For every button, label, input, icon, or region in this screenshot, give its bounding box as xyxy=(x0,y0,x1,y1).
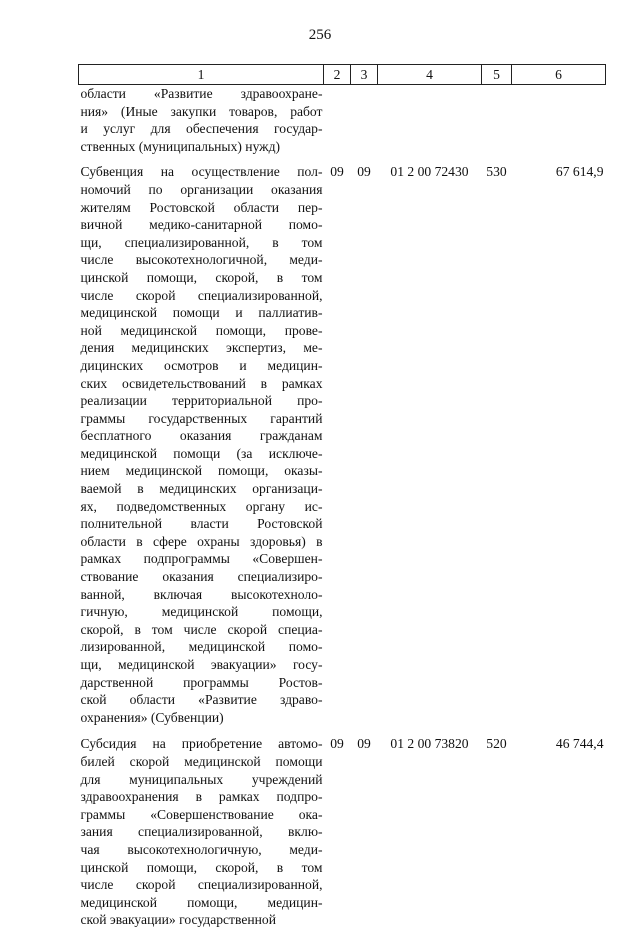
description-line: Субсидия на приобретение автомо- xyxy=(80,736,323,752)
expense-type-cell: 530 xyxy=(486,164,507,180)
description-line: ствование оказания специализиро- xyxy=(80,569,323,585)
description-line: ской области «Развитие здраво- xyxy=(80,692,323,708)
target-article-cell: 01 2 00 72430 xyxy=(390,164,469,180)
description-line: числе скорой специализированной, xyxy=(80,877,323,893)
description-line: вичной медико-санитарной помо- xyxy=(80,217,323,233)
section-code-cell: 09 xyxy=(330,164,344,180)
description-line: бесплатного оказания гражданам xyxy=(80,428,323,444)
row-description xyxy=(79,735,324,938)
expense-type-cell: 520 xyxy=(486,736,507,752)
target-article-cell: 01 2 00 73820 xyxy=(390,736,469,752)
budget-table xyxy=(78,64,606,938)
table-row xyxy=(79,85,606,164)
column-header: 5 xyxy=(482,65,512,85)
description-line: области в сфере охраны здоровья) в xyxy=(80,533,323,549)
amount-cell: 67 614,9 xyxy=(555,164,604,180)
column-header: 3 xyxy=(351,65,378,85)
description-line: Субвенция на осуществление пол- xyxy=(80,164,323,180)
description-line: граммы «Совершенствование ока- xyxy=(80,806,323,822)
description-line: граммы государственных гарантий xyxy=(80,410,323,426)
description-line: ваемой в медицинских организаци- xyxy=(80,481,323,497)
description-line: реализации территориальной про- xyxy=(80,393,323,409)
column-header: 6 xyxy=(512,65,606,85)
description-line: гичную, медицинской помощи, xyxy=(80,604,323,620)
section-code-cell xyxy=(324,85,351,164)
description-line: дицинских осмотров и медицин- xyxy=(80,357,323,373)
description-line: охранения» (Субвенции) xyxy=(80,709,224,725)
description-line: полнительной власти Ростовской xyxy=(80,516,323,532)
description-line: ях, подведомственных органу ис- xyxy=(80,498,323,514)
description-line: здравоохранения в рамках подпро- xyxy=(80,789,323,805)
table-row xyxy=(79,735,606,938)
description-line: ванной, включая высокотехноло- xyxy=(80,586,323,602)
subsection-code-cell: 09 xyxy=(357,736,371,752)
table-row xyxy=(79,163,606,735)
subsection-code-cell xyxy=(351,85,378,164)
description-line: ственных (муниципальных) нужд) xyxy=(80,138,281,154)
description-line: нием медицинской помощи, оказы- xyxy=(80,463,323,479)
description-line: и услуг для обеспечения государ- xyxy=(80,121,323,137)
description-line: ния» (Иные закупки товаров, работ xyxy=(80,103,323,119)
description-line: билей скорой медицинской помощи xyxy=(80,753,323,769)
row-description xyxy=(79,85,324,164)
description-line: чая высокотехнологичную, меди- xyxy=(80,841,323,857)
description-line: цинской помощи, скорой, в том xyxy=(80,269,323,285)
column-header: 4 xyxy=(378,65,482,85)
description-line: ной медицинской помощи, прове- xyxy=(80,322,323,338)
description-line: для муниципальных учреждений xyxy=(80,771,323,787)
description-line: числе высокотехнологичной, меди- xyxy=(80,252,323,268)
page-number: 256 xyxy=(308,27,332,43)
description-line: медицинской помощи и паллиатив- xyxy=(80,305,323,321)
description-line: дения медицинских экспертиз, ме- xyxy=(80,340,323,356)
amount-cell: 46 744,4 xyxy=(555,736,604,752)
description-line: рамках подпрограммы «Совершен- xyxy=(80,551,323,567)
description-line: числе скорой специализированной, xyxy=(80,287,323,303)
amount-cell xyxy=(512,85,606,164)
expense-type-cell xyxy=(482,85,512,164)
description-line: области «Развитие здравоохране- xyxy=(80,86,323,101)
description-line: номочий по организации оказания xyxy=(80,181,323,197)
description-line: зания специализированной, вклю- xyxy=(80,824,323,840)
description-line: жителям Ростовской области пер- xyxy=(80,199,323,215)
description-line: лизированной, медицинской помо- xyxy=(80,639,323,655)
target-article-cell xyxy=(378,85,482,164)
column-header: 1 xyxy=(79,65,324,85)
description-line: ской эвакуации» государственной xyxy=(80,912,276,928)
column-header: 2 xyxy=(324,65,351,85)
description-line: щи, специализированной, в том xyxy=(80,234,323,250)
table-header-row xyxy=(79,65,606,85)
description-line: медицинской помощи (за исключе- xyxy=(80,445,323,461)
row-description xyxy=(79,163,324,735)
description-line: цинской помощи, скорой, в том xyxy=(80,859,323,875)
description-line: медицинской помощи, медицин- xyxy=(80,894,323,910)
description-line: дарственной программы Ростов- xyxy=(80,674,323,690)
subsection-code-cell: 09 xyxy=(357,164,371,180)
section-code-cell: 09 xyxy=(330,736,344,752)
description-line: щи, медицинской эвакуации» госу- xyxy=(80,657,323,672)
description-line: скорой, в том числе скорой специа- xyxy=(80,621,323,637)
description-line: ских освидетельствований в рамках xyxy=(80,375,323,391)
